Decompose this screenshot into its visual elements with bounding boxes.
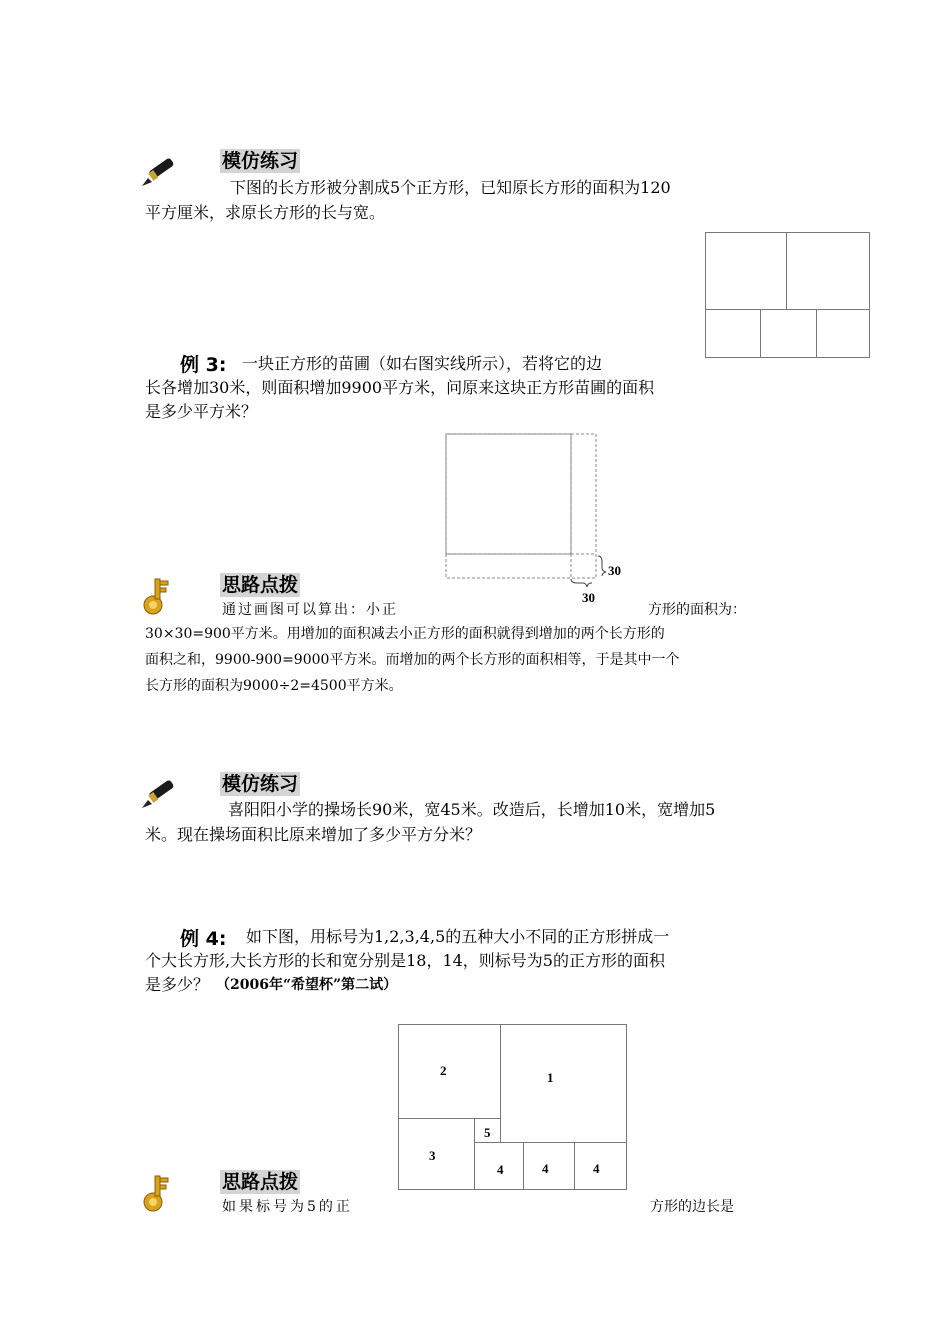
example-line: 如下图，用标号为1,2,3,4,5的五种大小不同的正方形拼成一 bbox=[246, 927, 670, 946]
practice-line: 下图的长方形被分割成5个正方形，已知原长方形的面积为120 bbox=[230, 178, 671, 197]
nursery-figure bbox=[440, 430, 640, 610]
key-icon bbox=[140, 575, 176, 615]
key-icon bbox=[140, 1172, 176, 1212]
practice-header: 模仿练习 bbox=[222, 150, 299, 172]
example-label: 例 4: bbox=[180, 928, 227, 950]
example-line: 长各增加30米，则面积增加9900平方米，问原来这块正方形苗圃的面积 bbox=[145, 378, 655, 397]
example-label: 例 3: bbox=[180, 354, 227, 376]
practice-line: 米。现在操场面积比原来增加了多少平方分米？ bbox=[145, 825, 482, 844]
hint-header: 思路点拨 bbox=[222, 1171, 299, 1193]
example-line: 是多少？ bbox=[145, 975, 210, 994]
practice-line: 平方厘米，求原长方形的长与宽。 bbox=[145, 203, 386, 222]
square-label: 2 bbox=[440, 1063, 447, 1078]
example-line: 个大长方形,大长方形的长和宽分别是18，14，则标号为5的正方形的面积 bbox=[145, 951, 665, 970]
dimension-label: 30 bbox=[608, 563, 621, 578]
hint-line: 长方形的面积为9000÷2=4500平方米。 bbox=[145, 678, 403, 694]
five-squares-figure bbox=[705, 232, 870, 358]
practice-header: 模仿练习 bbox=[222, 773, 299, 795]
pen-icon bbox=[138, 778, 178, 810]
square-label: 3 bbox=[429, 1148, 436, 1163]
dimension-label: 30 bbox=[582, 590, 595, 605]
square-label: 1 bbox=[547, 1070, 554, 1085]
example-line: 是多少平方米？ bbox=[145, 402, 258, 421]
hint-line: 如果标号为5的正 bbox=[222, 1199, 353, 1215]
hint-line: 通过画图可以算出：小正 bbox=[222, 602, 398, 618]
example-line: 一块正方形的苗圃（如右图实线所示），若将它的边 bbox=[242, 354, 603, 373]
square-label: 4 bbox=[497, 1162, 504, 1177]
square-label: 4 bbox=[542, 1161, 549, 1176]
hint-line: 方形的面积为： bbox=[648, 602, 746, 618]
square-label: 4 bbox=[593, 1161, 600, 1176]
hint-line: 30×30=900平方米。用增加的面积减去小正方形的面积就得到增加的两个长方形的 bbox=[145, 626, 665, 642]
hint-line: 方形的边长是 bbox=[650, 1199, 734, 1215]
square-label: 5 bbox=[484, 1125, 491, 1140]
hint-line: 面积之和，9900-900=9000平方米。而增加的两个长方形的面积相等，于是其中一个 bbox=[145, 652, 680, 668]
hint-header: 思路点拨 bbox=[222, 574, 299, 596]
pen-icon bbox=[138, 156, 178, 188]
source-note: （2006年“希望杯”第二试） bbox=[216, 977, 398, 993]
practice-line: 喜阳阳小学的操场长90米，宽45米。改造后，长增加10米，宽增加5 bbox=[228, 800, 716, 819]
